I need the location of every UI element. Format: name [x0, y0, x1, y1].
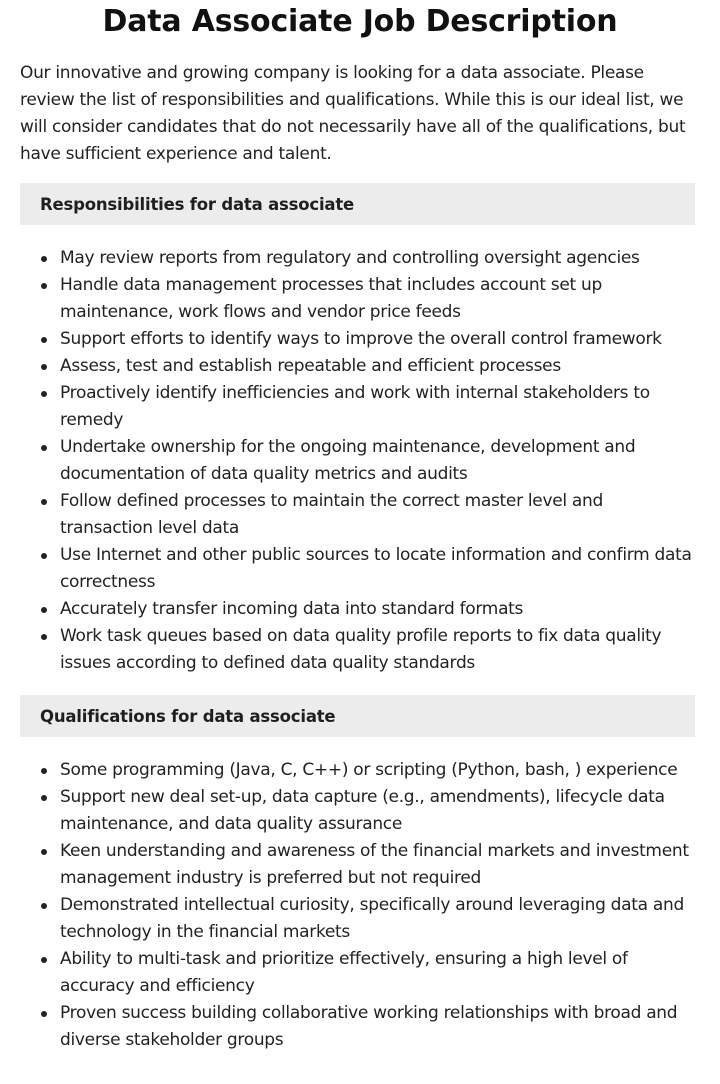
intro-paragraph: Our innovative and growing company is looking for a data associate. Please review the list of responsibilities and qualifications. While this is our ideal list, we will consider candidates that do not necessarily have all of the qualifications, but have sufficient experience and talent. [20, 63, 686, 164]
list-item-text: Ability to multi-task and prioritize effectively, ensuring a high level of accuracy and efficiency [60, 949, 628, 996]
list-item-text: Handle data management processes that includes account set up maintenance, work flows and vendor price feeds [60, 275, 602, 322]
page-title: Data Associate Job Description [102, 4, 618, 39]
list-item-text: Some programming (Java, C, C++) or scripting (Python, bash, ) experience [60, 760, 678, 780]
list-item [20, 353, 700, 380]
bullet-icon [41, 364, 47, 370]
list-item-text: Support efforts to identify ways to improve the overall control framework [60, 329, 662, 349]
list-item [20, 245, 700, 272]
list-item-text: Use Internet and other public sources to locate information and confirm data correctness [60, 545, 692, 592]
list-item [20, 946, 700, 1000]
list-item [20, 326, 700, 353]
list-item [20, 1000, 700, 1054]
qualifications-list [20, 757, 700, 1054]
bullet-icon [41, 957, 47, 963]
list-item-text: Demonstrated intellectual curiosity, specifically around leveraging data and technology in the financial markets [60, 895, 684, 942]
list-item [20, 488, 700, 542]
list-item-text: Proactively identify inefficiencies and work with internal stakeholders to remedy [60, 383, 650, 430]
bullet-icon [41, 795, 47, 801]
list-item-text: Follow defined processes to maintain the correct master level and transaction level data [60, 491, 603, 538]
list-item-text: Undertake ownership for the ongoing maintenance, development and documentation of data quality metrics and audits [60, 437, 636, 484]
list-item-text: Work task queues based on data quality profile reports to fix data quality issues according to defined data quality standards [60, 626, 662, 673]
bullet-icon [41, 499, 47, 505]
bullet-icon [41, 445, 47, 451]
bullet-icon [41, 283, 47, 289]
responsibilities-heading: Responsibilities for data associate [20, 183, 695, 225]
bullet-icon [41, 337, 47, 343]
bullet-icon [41, 553, 47, 559]
list-item-text: Support new deal set-up, data capture (e.g., amendments), lifecycle data maintenance, and data quality assurance [60, 787, 665, 834]
bullet-icon [41, 768, 47, 774]
list-item-text: May review reports from regulatory and controlling oversight agencies [60, 248, 640, 268]
bullet-icon [41, 634, 47, 640]
list-item-text: Accurately transfer incoming data into standard formats [60, 599, 524, 619]
list-item [20, 380, 700, 434]
list-item [20, 892, 700, 946]
bullet-icon [41, 256, 47, 262]
list-item [20, 623, 700, 677]
list-item-text: Proven success building collaborative working relationships with broad and diverse stakeholder groups [60, 1003, 678, 1050]
bullet-icon [41, 607, 47, 613]
bullet-icon [41, 849, 47, 855]
responsibilities-list [20, 245, 700, 677]
bullet-icon [41, 391, 47, 397]
bullet-icon [41, 1011, 47, 1017]
list-item [20, 838, 700, 892]
list-item [20, 757, 700, 784]
qualifications-heading: Qualifications for data associate [20, 695, 695, 737]
bullet-icon [41, 903, 47, 909]
list-item-text: Assess, test and establish repeatable and efficient processes [60, 356, 561, 376]
list-item [20, 542, 700, 596]
list-item [20, 596, 700, 623]
list-item-text: Keen understanding and awareness of the financial markets and investment management industry is preferred but not required [60, 841, 689, 888]
list-item [20, 784, 700, 838]
list-item [20, 434, 700, 488]
list-item [20, 272, 700, 326]
